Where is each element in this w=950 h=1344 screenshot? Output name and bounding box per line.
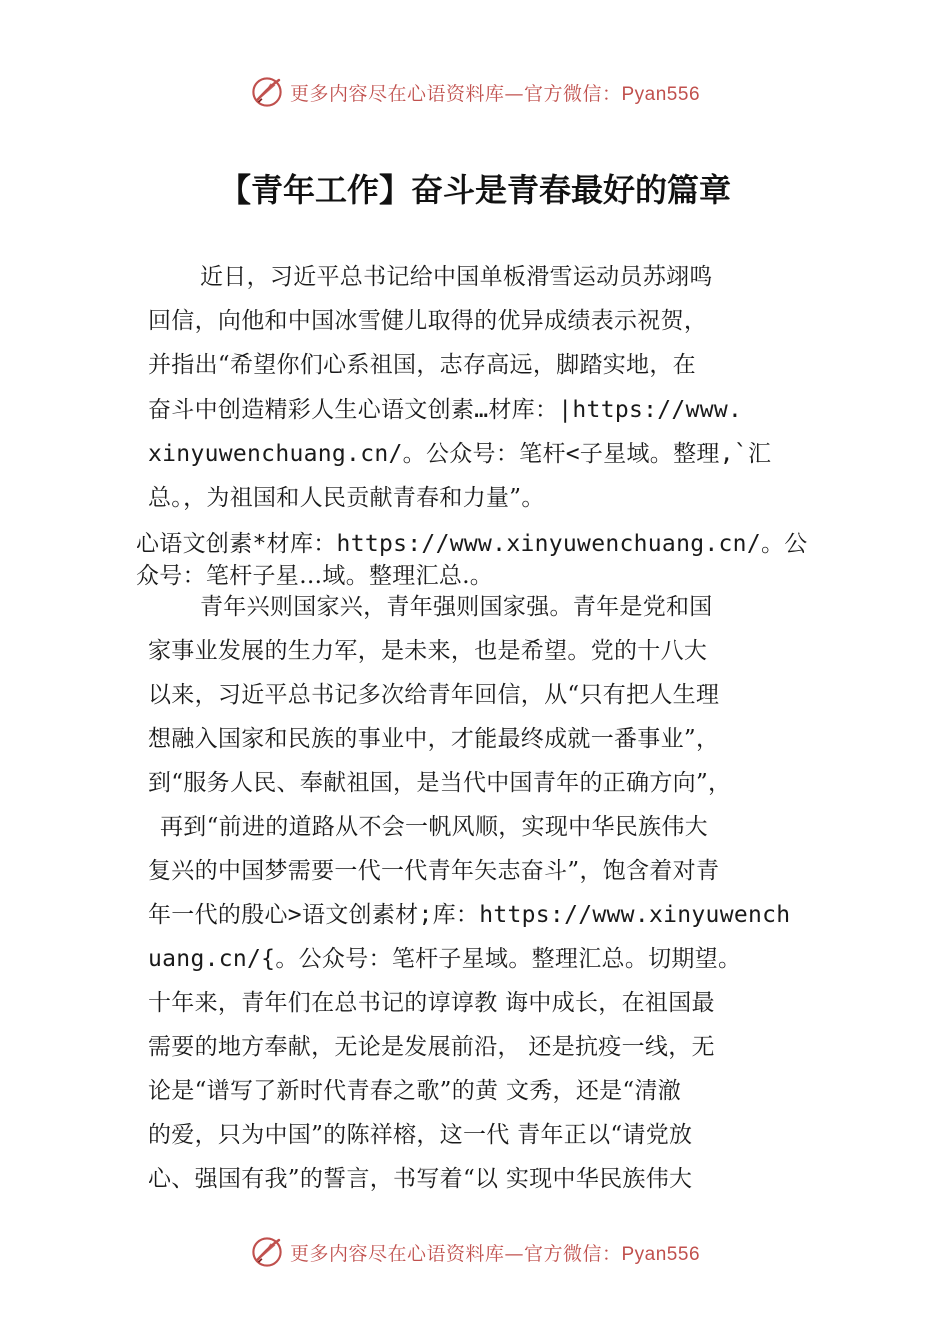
banner-wechat-label: 官方微信： <box>523 82 622 105</box>
body-line: uang.cn/{。公众号：笔杆子星域。整理汇总。切期望。 <box>148 946 742 972</box>
banner-wechat-id: Pyan556 <box>621 1243 701 1265</box>
body-line: 需要的地方奉献，无论是发展前沿， 还是抗疫一线，无 <box>148 1034 715 1060</box>
banner-dash: — <box>504 82 524 105</box>
body-line: 以来，习近平总书记多次给青年回信，从“只有把人生理 <box>148 682 720 708</box>
quill-logo-icon <box>250 75 284 109</box>
body-line: 回信，向他和中国冰雪健儿取得的优异成绩表示祝贺， <box>148 308 708 334</box>
body-line: 的爱，只为中国”的陈祥榕，这一代 青年正以“请党放 <box>148 1122 693 1148</box>
body-line: 心语文创素*材库：https://www.xinyuwenchuang.cn/。公 <box>136 531 808 557</box>
body-line: 并指出“希望你们心系祖国，志存高远，脚踏实地，在 <box>148 352 696 378</box>
banner-slogan: 更多内容尽在心语资料库 <box>289 82 505 105</box>
body-line: xinyuwenchuang.cn/。公众号：笔杆<子星域。整理,`汇 <box>148 441 772 467</box>
body-line: 心、强国有我”的誓言，书写着“以 实现中华民族伟大 <box>148 1166 693 1192</box>
body-line: 家事业发展的生力军，是未来，也是希望。党的十八大 <box>148 638 708 664</box>
body-line: 复兴的中国梦需要一代一代青年矢志奋斗”，饱含着对青 <box>148 858 720 884</box>
body-line: 年一代的殷心>语文创素材;库：https://www.xinyuwench <box>148 902 791 928</box>
body-line: 到“服务人民、奉献祖国，是当代中国青年的正确方向”， <box>148 770 732 796</box>
body-line: 总。，为祖国和人民贡献青春和力量”。 <box>148 485 545 511</box>
body-line: 青年兴则国家兴，青年强则国家强。青年是党和国 <box>200 594 713 620</box>
quill-logo-icon <box>250 1235 284 1269</box>
header-banner <box>0 72 950 112</box>
banner-text <box>290 1239 700 1266</box>
body-line: 论是“谱写了新时代青春之歌”的黄 文秀，还是“清澈 <box>148 1078 682 1104</box>
body-line: 十年来，青年们在总书记的谆谆教 诲中成长，在祖国最 <box>148 990 715 1016</box>
body-line: 众号：笔杆子星…域。整理汇总.。 <box>136 563 494 589</box>
banner-slogan: 更多内容尽在心语资料库 <box>289 1242 505 1265</box>
body-line: 再到“前进的道路从不会一帆风顺，实现中华民族伟大 <box>160 814 708 840</box>
banner-text <box>290 79 700 106</box>
body-line: 近日，习近平总书记给中国单板滑雪运动员苏翊鸣 <box>200 264 713 290</box>
banner-wechat-label: 官方微信： <box>523 1242 622 1265</box>
body-line: 奋斗中创造精彩人生心语文创素…材库：|https://www. <box>148 397 743 423</box>
document-title: 【青年工作】奋斗是青春最好的篇章 <box>218 171 731 209</box>
banner-wechat-id: Pyan556 <box>621 83 701 105</box>
footer-banner <box>0 1232 950 1272</box>
banner-dash: — <box>504 1242 524 1265</box>
body-line: 想融入国家和民族的事业中，才能最终成就一番事业”， <box>148 726 720 752</box>
